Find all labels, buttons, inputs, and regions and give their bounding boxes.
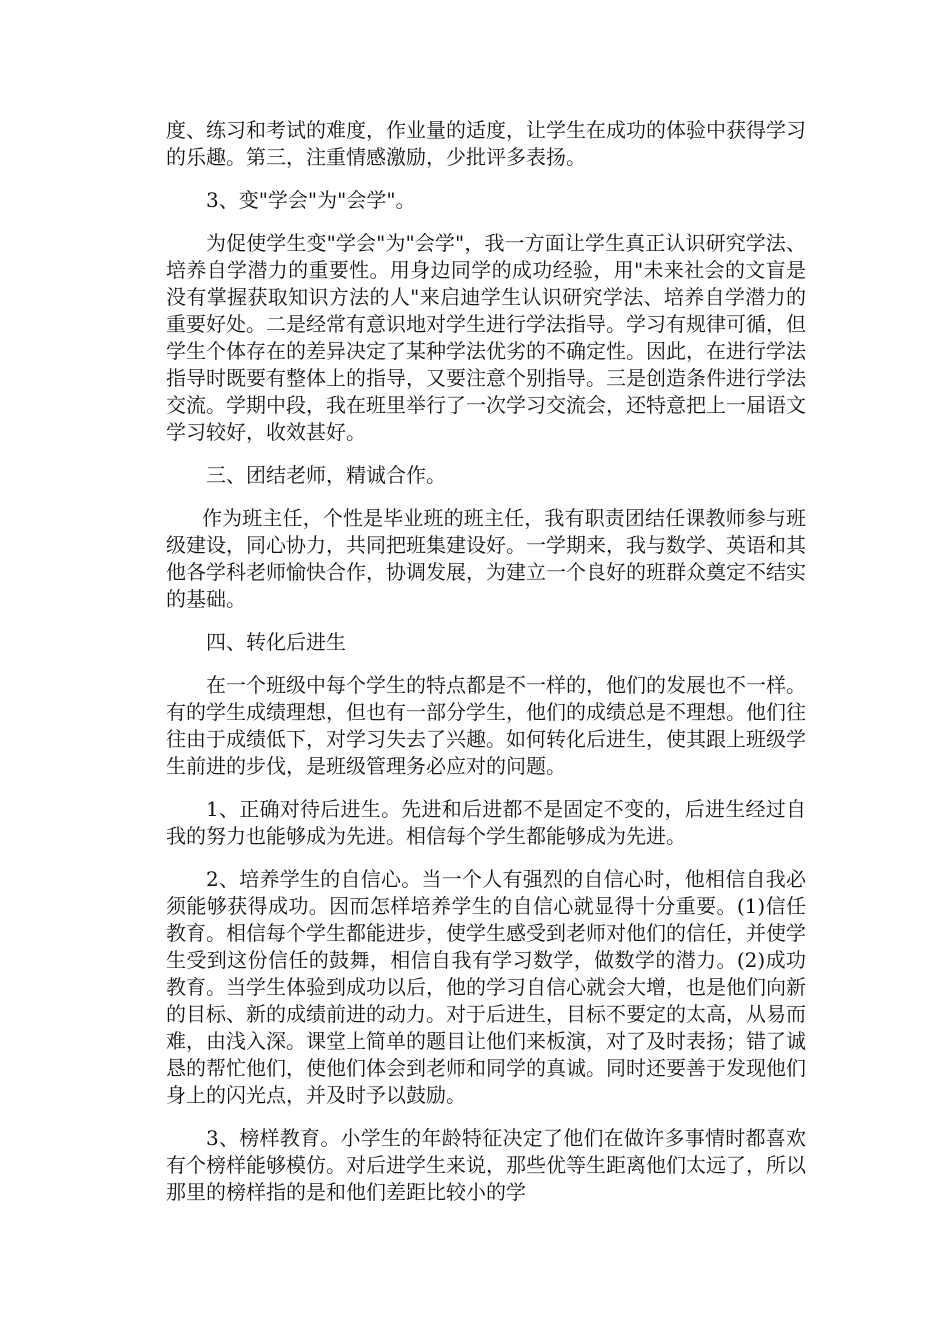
section-heading-underachievers: 四、转化后进生 <box>206 630 346 654</box>
paragraph-learning-methods: 为促使学生变"学会"为"会学"，我一方面让学生真正认识研究学法、培养自学潜力的重要性。用身边同学的成功经验，用"未来社会的文盲是没有掌握获取知识方法的人"来启迪学生认识研究学法、培养自学潜力的重要好处。二是经常有意识地对学生进行学法指导。学习有规律可循，但学生个体存在的差异决定了某种学法优劣的不确定性。因此，在进行学法指导时既要有整体上的指导，又要注意个别指导。三是创造条件进行学法交流。学期中段，我在班里举行了一次学习交流会，还特意把上一届语文学习较好，收效甚好。 <box>166 231 806 444</box>
paragraph-teamwork: 作为班主任，个性是毕业班的班主任，我有职责团结任课教师参与班级建设，同心协力，共同把班集建设好。一学期来，我与数学、英语和其他各学科老师愉快合作，协调发展，为建立一个良好的班群众奠定不结实的基础。 <box>166 506 806 611</box>
subheading-learn-to-learn: 3、变"学会"为"会学"。 <box>206 188 416 212</box>
paragraph-confidence: 2、培养学生的自信心。当一个人有强烈的自信心时，他相信自我必须能够获得成功。因而怎样培养学生的自信心就显得十分重要。(1)信任教育。相信每个学生都能进步，使学生感受到老师对他们的信任，并使学生受到这份信任的鼓舞，相信自我有学习数学，做数学的潜力。(2)成功教育。当学生体验到成功以后，他的学习自信心就会大增，也是他们向新的目标、新的成绩前进的动力。对于后进生，目标不要定的太高，从易而难，由浅入深。课堂上简单的题目让他们来板演，对了及时表扬；错了诚恳的帮忙他们，使他们体会到老师和同学的真诚。同时还要善于发现他们身上的闪光点，并及时予以鼓励。 <box>166 867 806 1107</box>
section-heading-teamwork: 三、团结老师，精诚合作。 <box>206 463 446 487</box>
paragraph-role-model: 3、榜样教育。小学生的年龄特征决定了他们在做许多事情时都喜欢有个榜样能够模仿。对后进学生来说，那些优等生距离他们太远了，所以那里的榜样指的是和他们差距比较小的学 <box>166 1126 806 1204</box>
paragraph-treat-correctly: 1、正确对待后进生。先进和后进都不是固定不变的，后进生经过自我的努力也能够成为先进。相信每个学生都能够成为先进。 <box>166 797 806 848</box>
paragraph-continuation: 度、练习和考试的难度，作业量的适度，让学生在成功的体验中获得学习的乐趣。第三，注重情感激励，少批评多表扬。 <box>166 118 806 169</box>
paragraph-underachievers-intro: 在一个班级中每个学生的特点都是不一样的，他们的发展也不一样。有的学生成绩理想，但也有一部分学生，他们的成绩总是不理想。他们往往由于成绩低下，对学习失去了兴趣。如何转化后进生，使其跟上班级学生前进的步伐，是班级管理务必应对的问题。 <box>166 673 806 778</box>
document-page <box>166 117 806 1206</box>
